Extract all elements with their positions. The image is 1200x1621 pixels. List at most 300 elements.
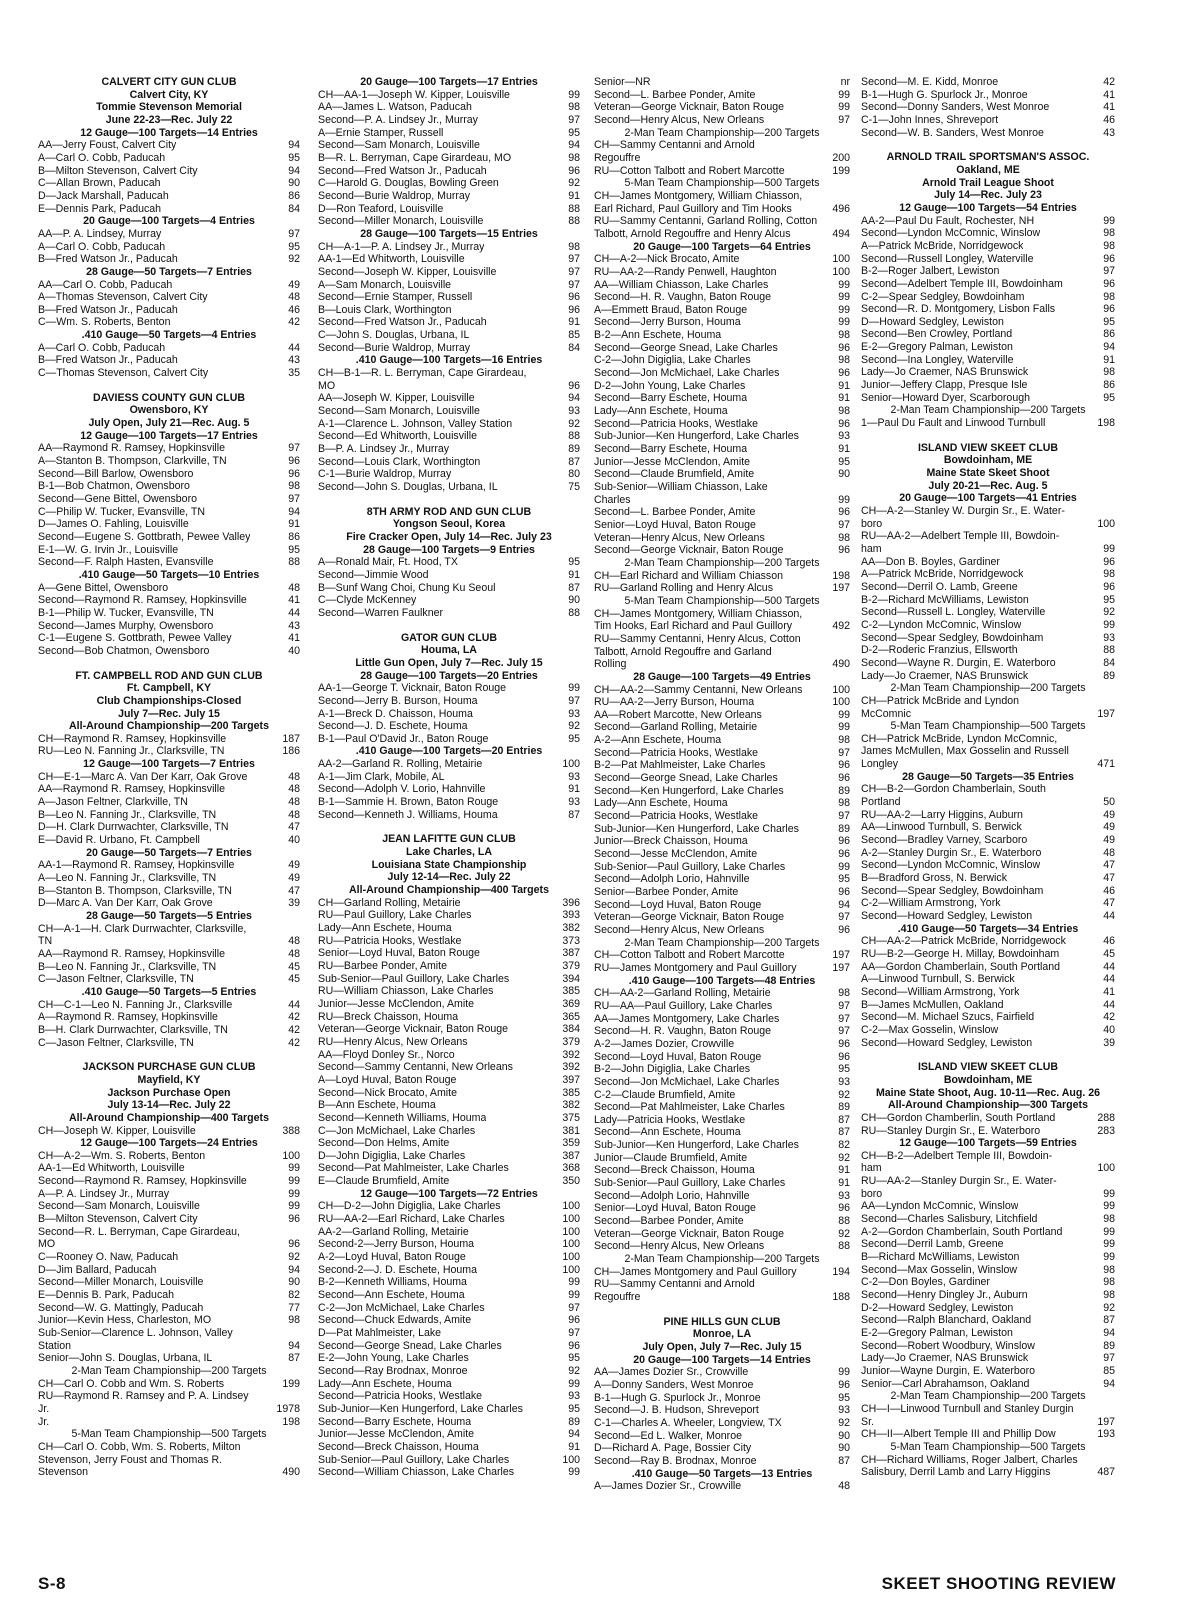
result-row: [318, 758, 580, 771]
score: 100: [562, 1213, 580, 1226]
shooter-entry: Second—Loyd Huval, Baton Rouge: [594, 898, 762, 911]
section-spacer: [38, 380, 300, 392]
score: 95: [288, 240, 300, 253]
shooter-entry: B-2—Ann Eschete, Houma: [594, 329, 722, 342]
result-row: [318, 392, 580, 405]
shooter-entry: E-2—Gregory Palman, Lewiston: [861, 341, 1013, 354]
result-row: [318, 783, 580, 796]
shooter-entry: CH—A-2—Wm. S. Roberts, Benton: [38, 1149, 206, 1162]
score: 49: [1103, 821, 1115, 834]
shooter-entry: Second—Kenneth Williams, Houma: [318, 1111, 487, 1124]
shooter-entry: Second—Lyndon McComnic, Winslow: [861, 859, 1041, 872]
result-row: [861, 1340, 1115, 1353]
shooter-entry: CH—AA-2—Patrick McBride, Norridgewock: [861, 935, 1066, 948]
score: 99: [838, 1366, 850, 1379]
result-row: [318, 1137, 580, 1150]
result-row: [594, 633, 850, 646]
result-row: [861, 379, 1115, 392]
score: 97: [1103, 265, 1115, 278]
score: 41: [288, 632, 300, 645]
score: 100: [562, 1251, 580, 1264]
score: 91: [568, 1440, 580, 1453]
shooter-entry: MO: [318, 379, 336, 392]
shooter-entry: Senior—John S. Douglas, Urbana, IL: [38, 1352, 213, 1365]
result-row: [861, 240, 1115, 253]
score: 98: [1103, 568, 1115, 581]
score: [846, 481, 850, 494]
result-row: [861, 619, 1115, 632]
team-event-heading: 5-Man Team Championship—500 Targets: [890, 720, 1086, 733]
result-row: [594, 823, 850, 836]
shooter-entry: Second—William Armstrong, York: [861, 985, 1020, 998]
result-row: [594, 1202, 850, 1215]
score: 92: [568, 177, 580, 190]
result-row: [38, 241, 300, 254]
score: 43: [1103, 126, 1115, 139]
score: 94: [288, 1263, 300, 1276]
section-heading: Bowdoinham, ME: [943, 1073, 1033, 1086]
score: 95: [1103, 391, 1115, 404]
result-row: [594, 494, 850, 507]
result-row: [861, 961, 1115, 974]
score: 75: [568, 481, 580, 493]
result-row: [861, 999, 1115, 1012]
shooter-entry: AA—James L. Watson, Paducah: [318, 101, 472, 114]
shooter-entry: A-2—Gordon Chamberlain, South Portland: [861, 1225, 1063, 1238]
shooter-entry: CH—A-2—Nick Brocato, Amite: [594, 253, 740, 266]
score: 42: [288, 1023, 300, 1036]
result-row: [594, 532, 850, 545]
section-heading: 8TH ARMY ROD AND GUN CLUB: [366, 505, 532, 518]
shooter-entry: Second—Sammy Centanni, New Orleans: [318, 1061, 513, 1074]
shooter-entry: C—Rooney O. Naw, Paducah: [38, 1251, 179, 1264]
result-row: [594, 1291, 850, 1304]
result-row: [318, 342, 580, 355]
score: 375: [562, 1111, 580, 1124]
shooter-entry: AA-2—Garland R. Rolling, Metairie: [318, 758, 483, 771]
shooter-entry: D—James O. Fahling, Louisville: [38, 518, 189, 531]
shooter-entry: B-1—Sammie H. Brown, Baton Rouge: [318, 796, 499, 809]
shooter-entry: Jr.: [38, 1415, 50, 1428]
score: 87: [838, 1126, 850, 1139]
result-row: [861, 89, 1115, 102]
score: 490: [832, 658, 850, 671]
section-heading: .410 Gauge—100 Targets—16 Entries: [355, 354, 543, 367]
shooter-entry: Second—Jimmie Wood: [318, 568, 429, 581]
result-row: [594, 1013, 850, 1026]
result-row: [861, 606, 1115, 619]
result-row: [861, 215, 1115, 228]
score: 95: [1103, 315, 1115, 328]
shooter-entry: A-1—Breck D. Chaisson, Houma: [318, 707, 473, 720]
score: 186: [282, 745, 300, 758]
shooter-entry: Second—James Murphy, Owensboro: [38, 619, 214, 632]
shooter-entry: Second—Barbee Ponder, Amite: [594, 1215, 744, 1228]
score: 100: [1097, 1162, 1115, 1175]
shooter-entry: Junior—Jesse McClendon, Amite: [594, 455, 751, 468]
shooter-entry: Second—Claude Brumfield, Amite: [594, 468, 755, 481]
result-row: [318, 720, 580, 733]
score: [1111, 505, 1115, 518]
section-heading: .410 Gauge—50 Targets—10 Entries: [78, 568, 260, 581]
result-row: [594, 392, 850, 405]
score: 96: [568, 164, 580, 177]
score: 96: [1103, 252, 1115, 265]
shooter-entry: Second—Jesse McClendon, Amite: [594, 848, 758, 861]
score: 379: [562, 959, 580, 972]
score: 100: [562, 758, 580, 771]
section-heading: 20 Gauge—100 Targets—64 Entries: [633, 240, 811, 253]
shooter-entry: C—Wm. S. Roberts, Benton: [38, 316, 171, 329]
result-row: [318, 682, 580, 695]
score: 97: [838, 810, 850, 823]
result-row: [861, 1024, 1115, 1037]
score: 39: [1103, 1036, 1115, 1049]
result-row: [594, 367, 850, 380]
team-event-heading: 2-Man Team Championship—200 Targets: [890, 682, 1086, 695]
section-heading: Calvert City, KY: [129, 88, 209, 101]
shooter-entry: RU—Paul Guillory, Lake Charles: [318, 909, 472, 922]
shooter-entry: A—Patrick McBride, Norridgewock: [861, 239, 1024, 252]
result-row: [594, 684, 850, 697]
shooter-entry: C-2—Max Gosselin, Winslow: [861, 1023, 999, 1036]
shooter-entry: RU—AA-2—Adelbert Temple III, Bowdoin-: [861, 530, 1060, 543]
section-heading: Monroe, LA: [692, 1328, 752, 1341]
column-3: [594, 76, 850, 1493]
shooter-entry: Second—Ben Crowley, Portland: [861, 328, 1013, 341]
shooter-entry: boro: [861, 517, 883, 530]
score: 96: [838, 417, 850, 430]
result-row: [594, 544, 850, 557]
shooter-entry: CH—A-2—Stanley W. Durgin Sr., E. Water-: [861, 505, 1065, 517]
score: 99: [568, 1377, 580, 1390]
shooter-entry: Senior—Loyd Huval, Baton Rouge: [594, 1202, 756, 1215]
shooter-entry: D—Ron Teaford, Louisville: [318, 202, 444, 215]
team-event-heading: 2-Man Team Championship—200 Targets: [71, 1364, 267, 1377]
score: 44: [288, 341, 300, 354]
score: 88: [568, 606, 580, 619]
shooter-entry: Second—Breck Chaisson, Houma: [594, 1164, 755, 1177]
result-row: [861, 1213, 1115, 1226]
result-row: [318, 1011, 580, 1024]
score: 96: [288, 1238, 300, 1251]
shooter-entry: Second—M. Michael Szucs, Fairfield: [861, 1011, 1035, 1024]
score: 47: [1103, 897, 1115, 910]
shooter-entry: Second—Ed L. Walker, Monroe: [594, 1429, 742, 1442]
score: [1111, 1150, 1115, 1163]
shooter-entry: A—Leo N. Fanning Jr., Clarksville, TN: [38, 872, 217, 885]
score: 99: [288, 1162, 300, 1175]
score: [1111, 1175, 1115, 1188]
score: 98: [838, 987, 850, 1000]
shooter-entry: B-1—Hugh G. Spurlock Jr., Monroe: [594, 1391, 761, 1404]
result-row: [38, 1264, 300, 1277]
result-row: [318, 418, 580, 431]
result-row: [861, 101, 1115, 114]
result-row: [861, 594, 1115, 607]
score: 95: [568, 126, 580, 139]
result-row: [594, 582, 850, 595]
score: 47: [288, 821, 300, 834]
score: 382: [562, 1099, 580, 1112]
team-event-heading: 2-Man Team Championship—200 Targets: [624, 936, 820, 949]
score: 96: [1103, 303, 1115, 316]
shooter-entry: AA—Robert Marcotte, New Orleans: [594, 708, 762, 721]
score: 96: [838, 848, 850, 861]
result-row: [38, 480, 300, 493]
shooter-entry: Station: [38, 1339, 71, 1352]
shooter-entry: Second—Patricia Hooks, Westlake: [594, 417, 759, 430]
shooter-entry: B-1—Philip W. Tucker, Evansville, TN: [38, 606, 214, 619]
result-row: [38, 1238, 300, 1251]
score: 87: [288, 1352, 300, 1365]
score: 88: [838, 1240, 850, 1253]
score: 88: [568, 202, 580, 215]
score: 93: [568, 770, 580, 783]
result-row: [594, 380, 850, 393]
result-row: [318, 329, 580, 342]
shooter-entry: CH—A-1—H. Clark Durrwachter, Clarksville,: [38, 922, 247, 935]
score: 96: [838, 1378, 850, 1391]
result-row: [318, 556, 580, 569]
shooter-entry: Rolling: [594, 658, 627, 671]
shooter-entry: A-2—Loyd Huval, Baton Rouge: [318, 1251, 466, 1264]
result-row: [38, 253, 300, 266]
score: [296, 1441, 300, 1454]
section-heading: Maine State Skeet Shoot: [926, 467, 1050, 480]
shooter-entry: D—Howard Sedgley, Lewiston: [861, 315, 1004, 328]
shooter-entry: Second—Henry Alcus, New Orleans: [594, 923, 765, 936]
score: 86: [1103, 328, 1115, 341]
shooter-entry: D-2—John Young, Lake Charles: [594, 379, 746, 392]
score: 89: [568, 443, 580, 456]
section-spacer: [318, 620, 580, 632]
shooter-entry: Salisbury, Derril Lamb and Larry Higgins: [861, 1466, 1051, 1479]
result-row: [594, 443, 850, 456]
result-row: [318, 367, 580, 380]
score: 88: [288, 556, 300, 569]
result-row: [38, 1378, 300, 1391]
score: 99: [288, 1200, 300, 1213]
section-heading: All-Around Championship—200 Targets: [69, 720, 269, 733]
shooter-entry: Second—George Snead, Lake Charles: [318, 1339, 502, 1352]
shooter-entry: Senior—NR: [594, 76, 651, 88]
section-spacer: [861, 430, 1115, 442]
shooter-entry: D—John Digiglia, Lake Charles: [318, 1149, 466, 1162]
result-row: [318, 733, 580, 746]
score: 96: [568, 291, 580, 304]
score: 379: [562, 1035, 580, 1048]
score: 487: [1097, 1466, 1115, 1479]
shooter-entry: RU—AA-2—Randy Penwell, Haughton: [594, 265, 777, 278]
result-row: [318, 304, 580, 317]
score: 98: [1103, 1263, 1115, 1276]
result-row: [38, 556, 300, 569]
section-heading: Lake Charles, LA: [406, 846, 492, 859]
shooter-entry: RU—Stanley Durgin Sr., E. Waterboro: [861, 1124, 1041, 1137]
shooter-entry: AA—P. A. Lindsey, Murray: [38, 227, 162, 240]
score: 99: [568, 88, 580, 101]
shooter-entry: Veteran—Henry Alcus, New Orleans: [594, 531, 765, 544]
shooter-entry: Second—Don Helms, Amite: [318, 1137, 450, 1150]
result-row: [318, 1390, 580, 1403]
section-heading: Little Gun Open, July 7—Rec. July 15: [355, 656, 543, 669]
result-row: [318, 1238, 580, 1251]
team-event-heading: 2-Man Team Championship—200 Targets: [624, 556, 820, 569]
shooter-entry: A—P. A. Lindsey Jr., Murray: [38, 1187, 170, 1200]
shooter-entry: C-2—John Digiglia, Lake Charles: [594, 354, 751, 367]
score: 49: [288, 278, 300, 291]
score: nr: [840, 76, 850, 88]
score: 96: [838, 1050, 850, 1063]
result-row: [38, 1302, 300, 1315]
result-row: [594, 772, 850, 785]
result-row: [861, 341, 1115, 354]
result-row: [318, 985, 580, 998]
result-row: [38, 923, 300, 936]
shooter-entry: Second—Max Gosselin, Winslow: [861, 1263, 1018, 1276]
result-row: [594, 1417, 850, 1430]
score: 99: [838, 278, 850, 291]
score: 492: [832, 620, 850, 633]
score: [846, 1278, 850, 1291]
shooter-entry: AA—Raymond R. Ramsey, Hopkinsville: [38, 442, 226, 455]
result-row: [594, 114, 850, 127]
result-row: [594, 709, 850, 722]
shooter-entry: B—Louis Clark, Worthington: [318, 303, 452, 316]
shooter-entry: Second—Henry Alcus, New Orleans: [594, 113, 765, 126]
score: 98: [1103, 239, 1115, 252]
score: 99: [1103, 1225, 1115, 1238]
score: 39: [288, 897, 300, 910]
score: [1111, 745, 1115, 758]
shooter-entry: AA-1—Ed Whitworth, Louisville: [38, 1162, 185, 1175]
shooter-entry: Earl Richard, Paul Guillory and Tim Hooks: [594, 202, 792, 215]
section-heading: Yongson Seoul, Korea: [392, 518, 506, 531]
result-row: [861, 1175, 1115, 1188]
score: 350: [562, 1175, 580, 1188]
score: 98: [838, 329, 850, 342]
result-row: [594, 430, 850, 443]
shooter-entry: Second—F. Ralph Hasten, Evansville: [38, 556, 214, 569]
result-row: [861, 127, 1115, 140]
shooter-entry: Senior—Carl Abrahamson, Oakland: [861, 1377, 1030, 1390]
score: 87: [568, 455, 580, 468]
shooter-entry: Second—Gene Bittel, Owensboro: [38, 493, 197, 505]
result-row: [861, 518, 1115, 531]
score: 91: [838, 443, 850, 456]
result-row: [318, 1302, 580, 1315]
score: 97: [838, 518, 850, 531]
shooter-entry: D—Pat Mahlmeister, Lake: [318, 1327, 442, 1339]
result-row: [38, 316, 300, 329]
section-heading: 20 Gauge—50 Targets—7 Entries: [86, 846, 252, 859]
shooter-entry: C—Clyde McKenney: [318, 594, 417, 607]
result-row: [318, 1074, 580, 1087]
result-row: [861, 708, 1115, 721]
shooter-entry: B—Fred Watson Jr., Paducah: [38, 253, 178, 266]
shooter-entry: Senior—Howard Dyer, Scarborough: [861, 391, 1030, 404]
team-event-heading: 2-Man Team Championship—200 Targets: [890, 404, 1086, 417]
shooter-entry: Junior—Jeffery Clapp, Presque Isle: [861, 379, 1028, 392]
score: 48: [288, 935, 300, 948]
score: 97: [568, 1327, 580, 1339]
shooter-entry: C—Jon McMichael, Lake Charles: [318, 1124, 476, 1137]
shooter-entry: Second—Spear Sedgley, Bowdoinham: [861, 884, 1044, 897]
section-heading: .410 Gauge—100 Targets—20 Entries: [355, 745, 543, 758]
shooter-entry: Veteran—George Vicknair, Baton Rouge: [594, 1227, 785, 1240]
section-heading: 28 Gauge—50 Targets—35 Entries: [902, 770, 1074, 783]
score: 90: [838, 1429, 850, 1442]
shooter-entry: Second—Russell Longley, Waterville: [861, 252, 1034, 265]
section-heading: Maine State Shoot, Aug. 10-11—Rec. Aug. 26: [875, 1086, 1101, 1099]
result-row: [594, 608, 850, 621]
result-row: [318, 771, 580, 784]
shooter-entry: CH—B-1—R. L. Berryman, Cape Girardeau,: [318, 367, 527, 380]
shooter-entry: Second—George Vicknair, Baton Rouge: [594, 544, 784, 557]
score: 100: [832, 265, 850, 278]
score: 49: [288, 859, 300, 872]
result-row: [318, 708, 580, 721]
shooter-entry: C—Jason Feltner, Clarksville, TN: [38, 1036, 194, 1049]
shooter-entry: E-2—John Young, Lake Charles: [318, 1352, 469, 1365]
result-row: [38, 809, 300, 822]
result-row: [318, 607, 580, 620]
score: 96: [838, 1202, 850, 1215]
result-row: [594, 215, 850, 228]
shooter-entry: A-2—James Dozier, Crowville: [594, 1037, 735, 1050]
score: 97: [838, 746, 850, 759]
result-row: [318, 1251, 580, 1264]
result-row: [861, 1416, 1115, 1429]
score: 96: [1103, 580, 1115, 593]
score: 94: [288, 505, 300, 518]
result-row: [38, 1188, 300, 1201]
score: 381: [562, 1124, 580, 1137]
result-row: [861, 253, 1115, 266]
shooter-entry: E-1—W. G. Irvin Jr., Louisville: [38, 543, 179, 556]
shooter-entry: RU—Cotton Talbott and Robert Marcotte: [594, 164, 785, 177]
result-row: [594, 481, 850, 494]
result-row: [861, 670, 1115, 683]
score: 198: [832, 569, 850, 582]
shooter-entry: Second—Bill Barlow, Owensboro: [38, 467, 194, 480]
score: 90: [568, 594, 580, 607]
section-heading: 20 Gauge—100 Targets—41 Entries: [899, 492, 1077, 505]
shooter-entry: Second—Donny Sanders, West Monroe: [861, 101, 1050, 114]
shooter-entry: CH—James Montgomery, William Chiasson,: [594, 189, 803, 202]
shooter-entry: James McMullen, Max Gosselin and Russell: [861, 745, 1069, 758]
result-row: [861, 316, 1115, 329]
section-spacer: [38, 1049, 300, 1061]
score: 48: [838, 1480, 850, 1493]
shooter-entry: C—Allan Brown, Paducah: [38, 177, 161, 190]
result-row: [318, 127, 580, 140]
shooter-entry: Second—Burie Waldrop, Murray: [318, 189, 471, 202]
shooter-entry: B—Bradford Gross, N. Berwick: [861, 872, 1007, 885]
team-event-heading: 5-Man Team Championship—500 Targets: [71, 1428, 267, 1441]
result-row: [38, 165, 300, 178]
score: 95: [838, 1391, 850, 1404]
result-row: [38, 771, 300, 784]
section-heading: 28 Gauge—50 Targets—7 Entries: [86, 265, 252, 278]
shooter-entry: Second—William Chiasson, Lake Charles: [318, 1466, 515, 1479]
result-row: [38, 177, 300, 190]
score: 99: [1103, 1238, 1115, 1251]
shooter-entry: AA—Jerry Foust, Calvert City: [38, 139, 177, 152]
result-row: [594, 1366, 850, 1379]
shooter-entry: Sub-Junior—Ken Hungerford, Lake Charles: [594, 822, 799, 835]
